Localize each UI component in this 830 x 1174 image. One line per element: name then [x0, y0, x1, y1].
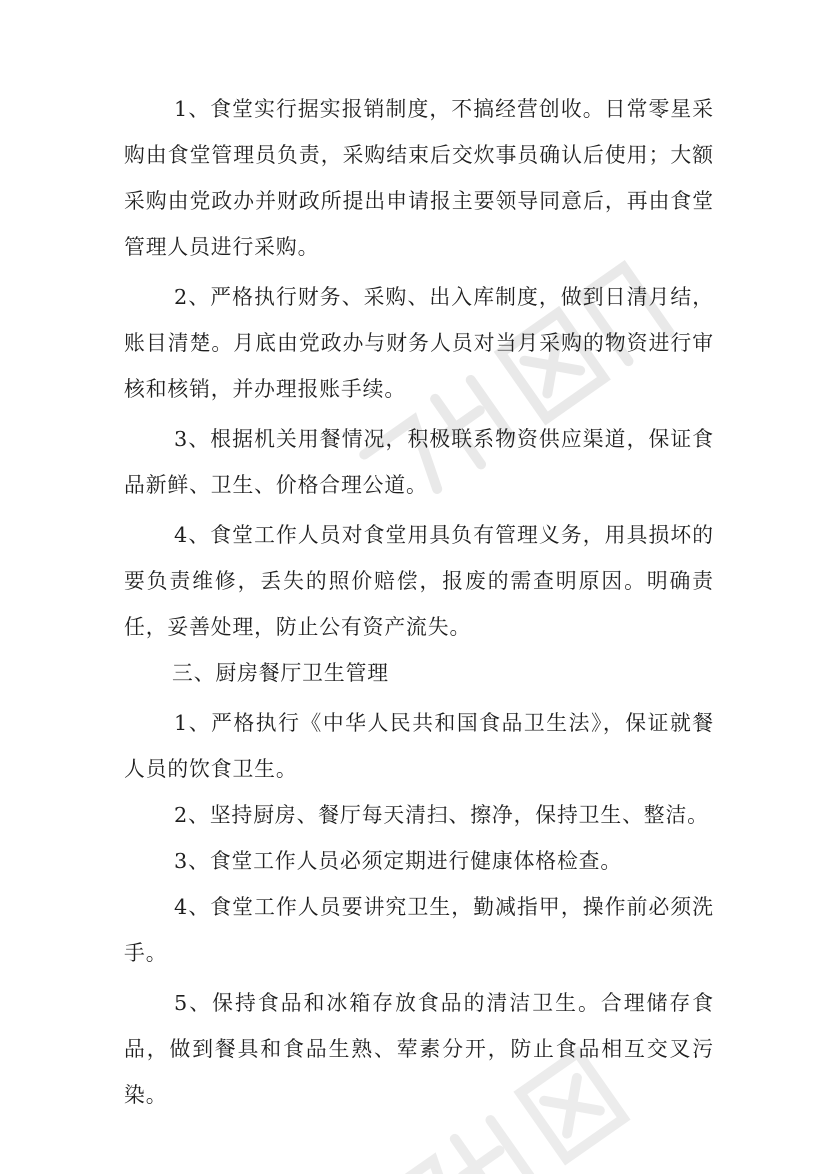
paragraph-finance-procedures: 2、严格执行财务、采购、出入库制度，做到日清月结，账目清楚。月底由党政办与财务人员对当月采购的物资进行审核和核销，并办理报账手续。	[124, 285, 714, 401]
paragraph-procurement-reimbursement: 1、食堂实行据实报销制度，不搞经营创收。日常零星采购由食堂管理员负责，采购结束后交炊事员确认后使用；大额采购由党政办并财政所提出申请报主要领导同意后，再由食堂管理人员进行采购。	[124, 97, 714, 259]
paragraph-personal-hygiene: 4、食堂工作人员要讲究卫生，勤减指甲，操作前必须洗手。	[124, 895, 714, 965]
paragraph-health-check: 3、食堂工作人员必须定期进行健康体格检查。	[174, 849, 623, 873]
paragraph-food-hygiene-law: 1、严格执行《中华人民共和国食品卫生法》，保证就餐人员的饮食卫生。	[124, 711, 714, 781]
document-body	[124, 86, 714, 1118]
paragraph-utensil-management: 4、食堂工作人员对食堂用具负有管理义务，用具损坏的要负责维修，丢失的照价赔偿，报废的需查明原因。明确责任，妥善处理，防止公有资产流失。	[124, 523, 714, 639]
paragraph-food-storage: 5、保持食品和冰箱存放食品的清洁卫生。合理储存食品，做到餐具和食品生熟、荤素分开，防止食品相互交叉污染。	[124, 991, 714, 1107]
paragraph-supply-channels: 3、根据机关用餐情况，积极联系物资供应渠道，保证食品新鲜、卫生、价格合理公道。	[124, 427, 714, 497]
paragraph-daily-cleaning: 2、坚持厨房、餐厅每天清扫、擦净，保持卫生、整洁。	[174, 803, 709, 827]
section-heading-hygiene: 三、厨房餐厅卫生管理	[172, 661, 389, 685]
